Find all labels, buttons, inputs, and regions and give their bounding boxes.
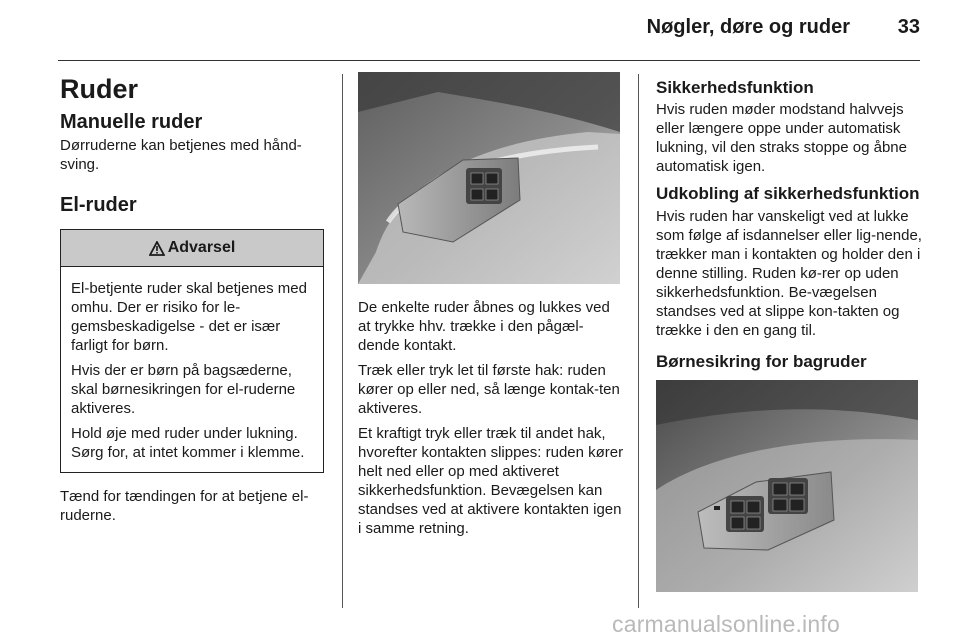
body-paragraph: De enkelte ruder åbnes og lukkes ved at trykke hhv. trække i den pågæl-dende kontakt.: [358, 299, 610, 354]
page-number: 33: [897, 16, 920, 38]
body-paragraph: Et kraftigt tryk eller træk til andet hak, hvorefter kontakten slippes: ruden kører helt ned eller op med aktiveret sikkerhedsfunktion. Bevægelsen kan standses ved at aktivere kontakten igen i samme retning.: [358, 425, 624, 537]
column-middle: [358, 72, 624, 544]
driver-window-switch-panel-photo: [656, 380, 918, 592]
warning-header: [61, 230, 323, 267]
warning-paragraph: Hold øje med ruder under lukning. Sørg for, at intet kommer i klemme.: [71, 425, 305, 462]
body-paragraph: Træk eller tryk let til første hak: ruden kører op eller ned, så længe kontak-ten aktiveres.: [358, 362, 620, 417]
warning-triangle-icon: [149, 241, 165, 256]
warning-paragraph: Hvis der er børn på bagsæderne, skal børnesikringen for el-ruderne aktiveres.: [71, 362, 296, 418]
warning-title: Advarsel: [167, 239, 236, 257]
column-divider-left: [342, 74, 343, 608]
safety-function-text: Hvis ruden møder modstand halvvejs eller længere oppe under automatisk lukning, vil den straks stoppe og åbne automatisk igen.: [656, 101, 907, 176]
window-switch-photo: [358, 72, 620, 284]
manual-windows-heading: Manuelle ruder: [60, 111, 203, 134]
manual-windows-text: Dørruderne kan betjenes med hånd-sving.: [60, 137, 302, 174]
child-lock-heading: Børnesikring for bagruder: [656, 351, 867, 371]
running-header-title: Nøgler, døre og ruder: [646, 16, 850, 38]
override-text: Hvis ruden har vanskeligt ved at lukke som følge af isdannelser eller lig-nende, trækker man i kontakten og holder den i denne stilling. Ruden kø-rer op uden sikkerhedsfunktion. Be-vægelsen standses ved at slippe kon-takten og trække i den en gang til.: [656, 207, 922, 339]
column-divider-right: [638, 74, 639, 608]
warning-box: [60, 229, 324, 473]
column-right: [656, 72, 922, 592]
header-divider: [58, 60, 920, 61]
warning-body: [61, 267, 323, 472]
section-title: Ruder: [60, 74, 139, 104]
watermark: carmanualsonline.info: [612, 611, 840, 637]
ignition-text: Tænd for tændingen for at betjene el-ruderne.: [60, 488, 309, 525]
safety-function-heading: Sikkerhedsfunktion: [656, 78, 814, 97]
electric-windows-heading: El-ruder: [60, 194, 137, 217]
column-left: [60, 72, 326, 531]
override-heading: Udkobling af sikkerhedsfunktion: [656, 184, 920, 204]
warning-paragraph: El-betjente ruder skal betjenes med omhu. Der er risiko for le-gemsbeskadigelse - det er især farligt for børn.: [71, 280, 307, 355]
